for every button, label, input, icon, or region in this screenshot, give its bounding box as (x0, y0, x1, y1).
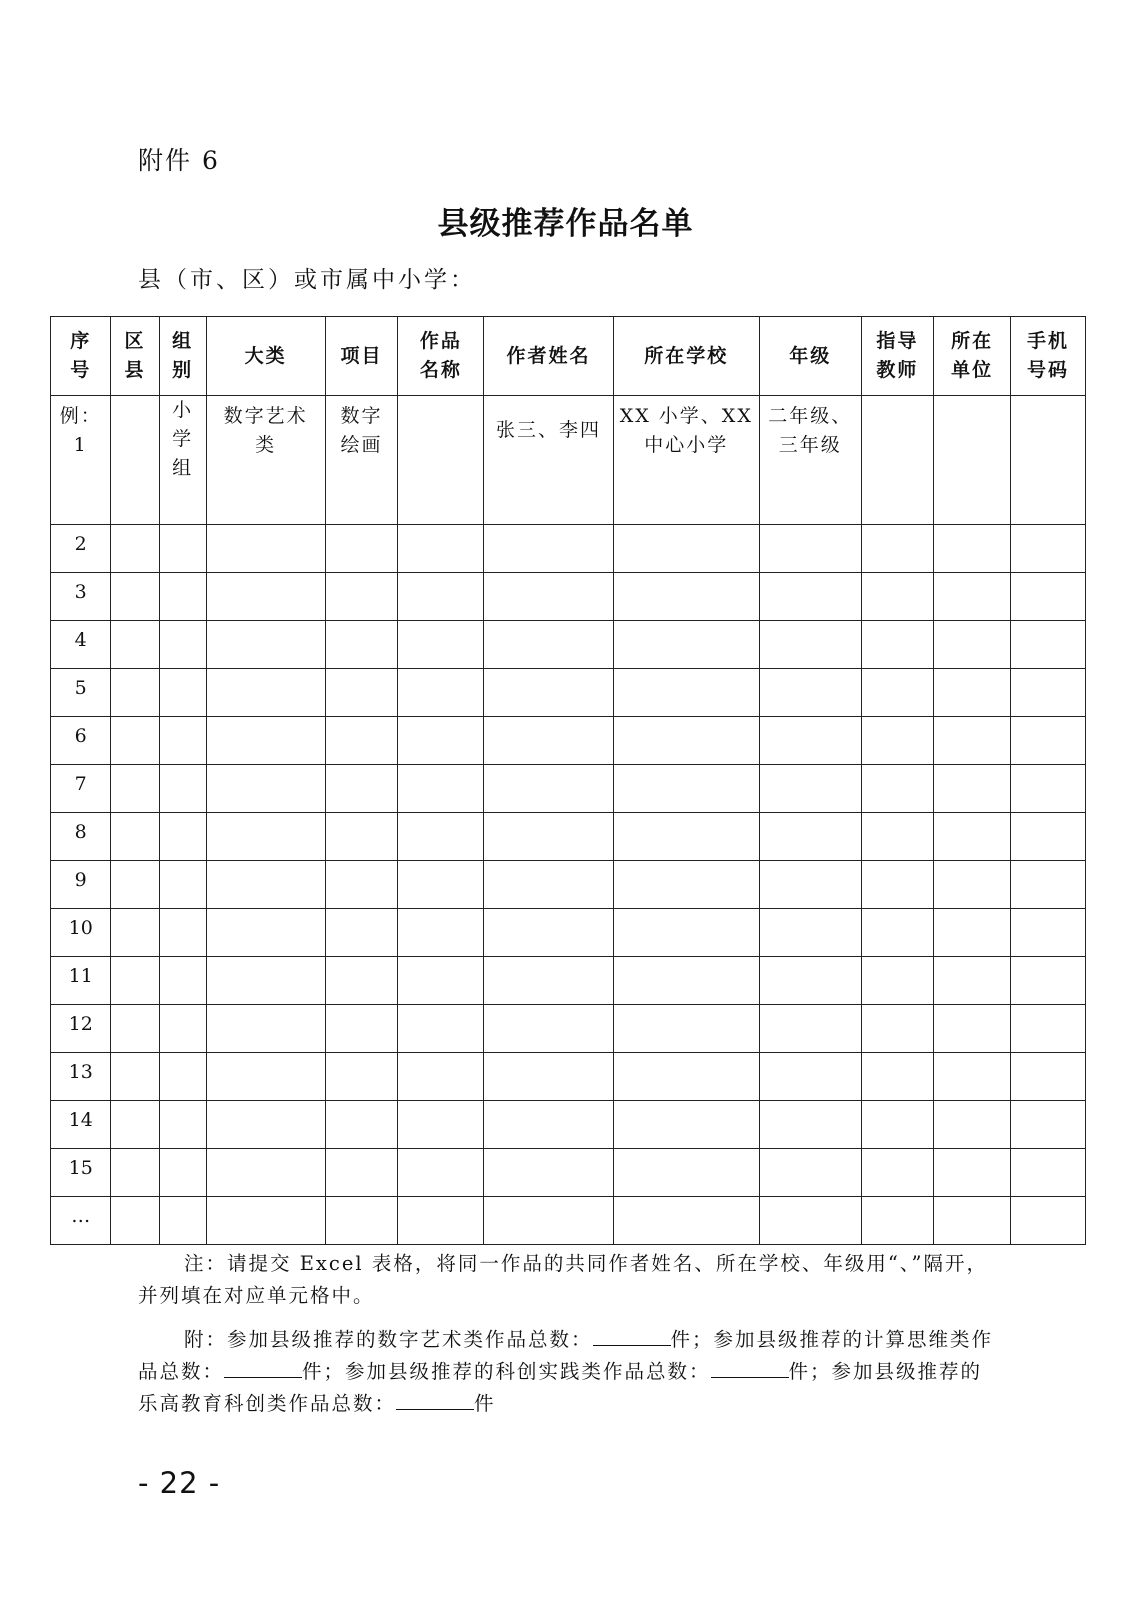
empty-cell (760, 1053, 861, 1101)
empty-cell (159, 621, 206, 669)
row-number-cell: 13 (51, 1053, 111, 1101)
empty-cell (325, 1101, 398, 1149)
empty-cell (934, 717, 1011, 765)
row-number-cell: … (51, 1197, 111, 1245)
empty-cell (398, 669, 484, 717)
empty-cell (1011, 669, 1086, 717)
empty-cell (398, 525, 484, 573)
empty-cell (861, 909, 934, 957)
empty-cell (1011, 813, 1086, 861)
empty-cell (159, 525, 206, 573)
cell-phone (1011, 396, 1086, 525)
empty-cell (613, 573, 760, 621)
empty-cell (206, 1149, 325, 1197)
empty-cell (934, 1101, 1011, 1149)
empty-cell (206, 957, 325, 1005)
table-row (51, 717, 1086, 765)
empty-cell (159, 861, 206, 909)
column-header: 区 县 (111, 317, 159, 396)
row-number-cell: 4 (51, 621, 111, 669)
empty-cell (1011, 525, 1086, 573)
empty-cell (206, 1053, 325, 1101)
empty-cell (111, 525, 159, 573)
appendix-paragraph (138, 1324, 998, 1420)
empty-cell (325, 1197, 398, 1245)
empty-cell (613, 1101, 760, 1149)
empty-cell (760, 1197, 861, 1245)
empty-cell (325, 525, 398, 573)
table-row (51, 957, 1086, 1005)
cell-group: 小 学 组 (159, 396, 206, 525)
empty-cell (398, 1149, 484, 1197)
empty-cell (861, 621, 934, 669)
empty-cell (861, 1101, 934, 1149)
empty-cell (613, 669, 760, 717)
table-row (51, 525, 1086, 573)
empty-cell (325, 717, 398, 765)
empty-cell (613, 1149, 760, 1197)
column-header: 组 别 (159, 317, 206, 396)
empty-cell (484, 621, 613, 669)
row-number-cell: 9 (51, 861, 111, 909)
empty-cell (861, 861, 934, 909)
empty-cell (111, 765, 159, 813)
empty-cell (861, 573, 934, 621)
empty-cell (159, 1005, 206, 1053)
column-header: 年级 (760, 317, 861, 396)
empty-cell (1011, 1101, 1086, 1149)
district-label: 县（市、区）或市属中小学： (138, 267, 476, 293)
empty-cell (398, 621, 484, 669)
appendix-text-4: 件；参加县级推荐的乐高教育科创类作品总数： (138, 1360, 983, 1415)
appendix-text-3: 件；参加县级推荐的科创实践类作品总数： (302, 1360, 711, 1383)
empty-cell (613, 1053, 760, 1101)
empty-cell (1011, 573, 1086, 621)
column-header: 项目 (325, 317, 398, 396)
empty-cell (159, 573, 206, 621)
column-header: 手机 号码 (1011, 317, 1086, 396)
empty-cell (484, 1101, 613, 1149)
cell-schools: XX 小学、XX 中心小学 (613, 396, 760, 525)
empty-cell (613, 1197, 760, 1245)
empty-cell (159, 813, 206, 861)
column-header: 序 号 (51, 317, 111, 396)
cell-work-name (398, 396, 484, 525)
example-row (51, 396, 1086, 525)
empty-cell (484, 813, 613, 861)
empty-cell (484, 717, 613, 765)
empty-cell (613, 621, 760, 669)
empty-cell (1011, 765, 1086, 813)
empty-cell (613, 765, 760, 813)
empty-cell (325, 765, 398, 813)
column-header: 作者姓名 (484, 317, 613, 396)
row-number-cell: 14 (51, 1101, 111, 1149)
blank-digital-art-count (593, 1325, 671, 1346)
empty-cell (111, 1197, 159, 1245)
empty-cell (325, 573, 398, 621)
empty-cell (760, 1005, 861, 1053)
cell-project: 数字 绘画 (325, 396, 398, 525)
empty-cell (934, 621, 1011, 669)
column-header: 所在 单位 (934, 317, 1011, 396)
table-note: 注：请提交 Excel 表格，将同一作品的共同作者姓名、所在学校、年级用“、”隔开，并列填在对应单元格中。 (138, 1252, 989, 1307)
empty-cell (398, 573, 484, 621)
empty-cell (760, 717, 861, 765)
empty-cell (325, 861, 398, 909)
empty-cell (111, 621, 159, 669)
empty-cell (760, 957, 861, 1005)
empty-cell (159, 957, 206, 1005)
empty-cell (159, 717, 206, 765)
empty-cell (861, 957, 934, 1005)
empty-cell (111, 1149, 159, 1197)
empty-cell (111, 861, 159, 909)
empty-cell (861, 1005, 934, 1053)
table-row (51, 861, 1086, 909)
empty-cell (760, 861, 861, 909)
empty-cell (861, 1197, 934, 1245)
empty-cell (206, 1101, 325, 1149)
empty-cell (325, 669, 398, 717)
page-title: 县级推荐作品名单 (437, 206, 694, 242)
cell-teacher (861, 396, 934, 525)
empty-cell (159, 1197, 206, 1245)
empty-cell (111, 909, 159, 957)
table-row (51, 1197, 1086, 1245)
empty-cell (934, 861, 1011, 909)
empty-cell (760, 909, 861, 957)
empty-cell (760, 765, 861, 813)
empty-cell (398, 765, 484, 813)
empty-cell (111, 1053, 159, 1101)
empty-cell (613, 525, 760, 573)
empty-cell (159, 1053, 206, 1101)
empty-cell (325, 1149, 398, 1197)
empty-cell (206, 909, 325, 957)
empty-cell (484, 1005, 613, 1053)
empty-cell (613, 957, 760, 1005)
empty-cell (159, 1101, 206, 1149)
empty-cell (398, 1053, 484, 1101)
row-number-cell: 15 (51, 1149, 111, 1197)
empty-cell (206, 861, 325, 909)
empty-cell (861, 765, 934, 813)
empty-cell (206, 525, 325, 573)
empty-cell (934, 909, 1011, 957)
blank-computational-thinking-count (224, 1357, 302, 1378)
empty-cell (159, 765, 206, 813)
empty-cell (206, 573, 325, 621)
empty-cell (325, 909, 398, 957)
appendix-text-2: 件；参加县级推荐的计算思维类作品总数： (138, 1328, 994, 1383)
table-header-row (51, 317, 1086, 396)
empty-cell (613, 1005, 760, 1053)
empty-cell (934, 525, 1011, 573)
table-row (51, 1149, 1086, 1197)
empty-cell (934, 1149, 1011, 1197)
empty-cell (861, 1149, 934, 1197)
table-row (51, 669, 1086, 717)
column-header: 所在学校 (613, 317, 760, 396)
empty-cell (325, 1053, 398, 1101)
empty-cell (111, 1101, 159, 1149)
empty-cell (325, 621, 398, 669)
table-row (51, 573, 1086, 621)
empty-cell (484, 669, 613, 717)
cell-unit (934, 396, 1011, 525)
table-row (51, 1101, 1086, 1149)
empty-cell (325, 1005, 398, 1053)
empty-cell (484, 765, 613, 813)
row-number-cell: 12 (51, 1005, 111, 1053)
empty-cell (1011, 1053, 1086, 1101)
empty-cell (111, 669, 159, 717)
empty-cell (398, 1197, 484, 1245)
empty-cell (206, 813, 325, 861)
empty-cell (484, 1053, 613, 1101)
column-header: 指导 教师 (861, 317, 934, 396)
table-row (51, 1053, 1086, 1101)
empty-cell (1011, 1197, 1086, 1245)
recommendation-table (50, 316, 1086, 1245)
empty-cell (111, 813, 159, 861)
empty-cell (613, 717, 760, 765)
empty-cell (159, 669, 206, 717)
empty-cell (484, 861, 613, 909)
cell-seq: 例： 1 (51, 396, 111, 525)
empty-cell (484, 525, 613, 573)
empty-cell (398, 909, 484, 957)
row-number-cell: 5 (51, 669, 111, 717)
empty-cell (206, 717, 325, 765)
empty-cell (484, 1149, 613, 1197)
empty-cell (934, 765, 1011, 813)
empty-cell (1011, 621, 1086, 669)
empty-cell (934, 1197, 1011, 1245)
empty-cell (613, 909, 760, 957)
empty-cell (484, 957, 613, 1005)
empty-cell (111, 957, 159, 1005)
row-number-cell: 3 (51, 573, 111, 621)
empty-cell (760, 621, 861, 669)
empty-cell (613, 813, 760, 861)
empty-cell (159, 1149, 206, 1197)
empty-cell (111, 1005, 159, 1053)
empty-cell (861, 669, 934, 717)
row-number-cell: 11 (51, 957, 111, 1005)
empty-cell (861, 525, 934, 573)
empty-cell (206, 1005, 325, 1053)
cell-category: 数字艺术 类 (206, 396, 325, 525)
empty-cell (398, 861, 484, 909)
empty-cell (1011, 717, 1086, 765)
empty-cell (760, 573, 861, 621)
empty-cell (159, 909, 206, 957)
empty-cell (934, 1005, 1011, 1053)
empty-cell (206, 669, 325, 717)
empty-cell (760, 669, 861, 717)
appendix-text-5: 件 (474, 1392, 496, 1415)
empty-cell (760, 1149, 861, 1197)
page-number: - 22 - (138, 1466, 221, 1500)
empty-cell (325, 957, 398, 1005)
empty-cell (613, 861, 760, 909)
empty-cell (206, 1197, 325, 1245)
empty-cell (861, 813, 934, 861)
blank-lego-education-count (396, 1389, 474, 1410)
table-row (51, 1005, 1086, 1053)
row-number-cell: 8 (51, 813, 111, 861)
table-row (51, 813, 1086, 861)
empty-cell (398, 957, 484, 1005)
row-number-cell: 6 (51, 717, 111, 765)
empty-cell (484, 909, 613, 957)
row-number-cell: 7 (51, 765, 111, 813)
empty-cell (861, 1053, 934, 1101)
empty-cell (760, 813, 861, 861)
empty-cell (484, 573, 613, 621)
empty-cell (325, 813, 398, 861)
empty-cell (861, 717, 934, 765)
empty-cell (398, 813, 484, 861)
cell-grades: 二年级、 三年级 (760, 396, 861, 525)
empty-cell (206, 621, 325, 669)
column-header: 作品 名称 (398, 317, 484, 396)
empty-cell (111, 573, 159, 621)
empty-cell (934, 573, 1011, 621)
blank-innovation-practice-count (711, 1357, 789, 1378)
empty-cell (1011, 909, 1086, 957)
empty-cell (934, 957, 1011, 1005)
appendix-text-1: 附：参加县级推荐的数字艺术类作品总数： (184, 1328, 593, 1351)
cell-district (111, 396, 159, 525)
cell-authors: 张三、李四 (484, 396, 613, 525)
empty-cell (1011, 1005, 1086, 1053)
empty-cell (484, 1197, 613, 1245)
empty-cell (934, 1053, 1011, 1101)
empty-cell (111, 717, 159, 765)
table-row (51, 909, 1086, 957)
table-row (51, 621, 1086, 669)
empty-cell (1011, 1149, 1086, 1197)
empty-cell (206, 765, 325, 813)
empty-cell (1011, 957, 1086, 1005)
empty-cell (934, 669, 1011, 717)
empty-cell (760, 1101, 861, 1149)
attachment-label: 附件 6 (138, 146, 220, 175)
empty-cell (934, 813, 1011, 861)
empty-cell (398, 1101, 484, 1149)
empty-cell (1011, 861, 1086, 909)
empty-cell (760, 525, 861, 573)
row-number-cell: 10 (51, 909, 111, 957)
column-header: 大类 (206, 317, 325, 396)
row-number-cell: 2 (51, 525, 111, 573)
table-row (51, 765, 1086, 813)
empty-cell (398, 717, 484, 765)
empty-cell (398, 1005, 484, 1053)
